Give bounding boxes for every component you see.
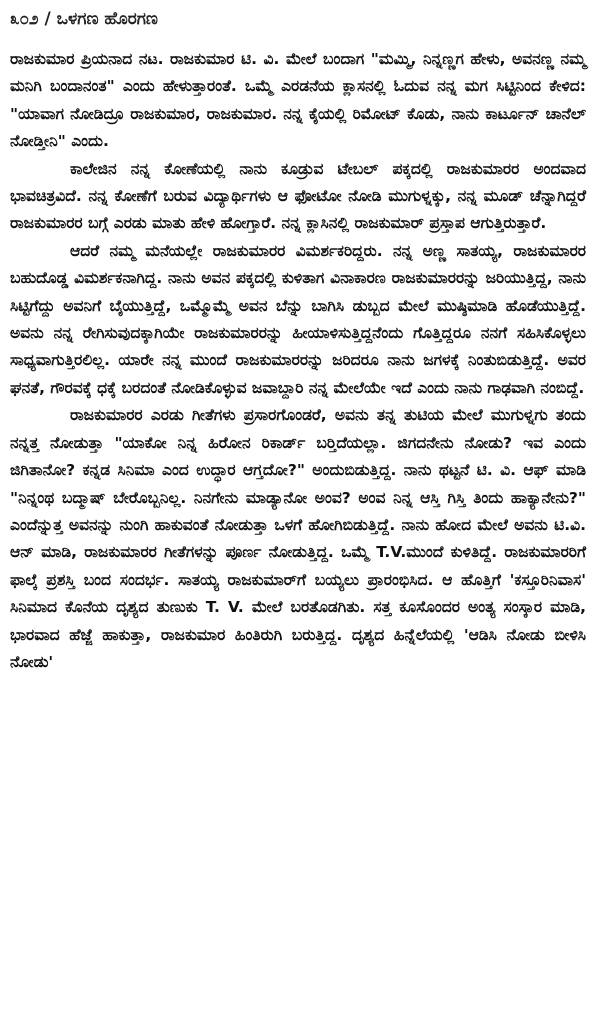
running-header: ೩೦೨ / ಒಳಗಣ ಹೊರಗಣ [10,9,158,29]
paragraph-1: ರಾಜಕುಮಾರ ಪ್ರಿಯನಾದ ನಟ. ರಾಜಕುಮಾರ ಟಿ. ವಿ. ಮೇಲೆ ಬಂದಾಗ "ಮಮ್ಮಿ, ನಿನ್ನಣ್ಣಗ ಹೇಳು, ಅವನಣ್ಣ ನಮ್ಮ ಮನಿಗಿ ಬಂದಾನಂತ" ಎಂದು ಹೇಳುತ್ತಾರಂತೆ. ಒಮ್ಮೆ ಎರಡನೆಯ ಕ್ಲಾಸನಲ್ಲಿ ಓದುವ ನನ್ನ ಮಗ ಸಿಟ್ಟಿನಿಂದ ಕೇಳಿದ: "ಯಾವಾಗ ನೋಡಿದ್ರೂ ರಾಜಕುಮಾರ, ರಾಜಕುಮಾರ. ನನ್ನ ಕೈಯಲ್ಲಿ ರಿಮೋಟ್ ಕೊಡು, ನಾನು ಕಾರ್ಟೂನ್ ಚಾನೆಲ್ ನೋಡ್ತೀನಿ" ಎಂದು. [10,50,586,151]
paragraph-3: ಆದರೆ ನಮ್ಮ ಮನೆಯಲ್ಲೇ ರಾಜಕುಮಾರರ ವಿಮರ್ಶಕರಿದ್ದರು. ನನ್ನ ಅಣ್ಣ ಸಾತಯ್ಯ, ರಾಜಕುಮಾರರ ಬಹುದೊಡ್ಡ ವಿಮರ್ಶಕನಾಗಿದ್ದ. ನಾನು ಅವನ ಪಕ್ಕದಲ್ಲಿ ಕುಳಿತಾಗ ವಿನಾಕಾರಣ ರಾಜಕುಮಾರರನ್ನು ಜರಿಯುತ್ತಿದ್ದ, ನಾನು ಸಿಟ್ಟಿಗೆದ್ದು ಅವನಿಗೆ ಬೈಯುತ್ತಿದ್ದೆ, ಒಮ್ಮೊಮ್ಮೆ ಅವನ ಬೆನ್ನು ಬಾಗಿಸಿ ಡುಬ್ಬದ ಮೇಲೆ ಮುಷ್ಠಿಮಾಡಿ ಹೊಡೆಯುತ್ತಿದ್ದೆ. ಅವನು ನನ್ನ ರೇಗಿಸುವುದಕ್ಕಾಗಿಯೇ ರಾಜಕುಮಾರರನ್ನು ಹೀಯಾಳಿಸುತ್ತಿದ್ದನೆಂದು ಗೊತ್ತಿದ್ದರೂ ನನಗೆ ಸಹಿಸಿಕೊಳ್ಳಲು ಸಾಧ್ಯವಾಗುತ್ತಿರಲಿಲ್ಲ. ಯಾರೇ ನನ್ನ ಮುಂದೆ ರಾಜಕುಮಾರರನ್ನು ಜರಿದರೂ ನಾನು ಜಗಳಕ್ಕೆ ನಿಂತುಬಿಡುತ್ತಿದ್ದೆ. ಅವರ ಘನತೆ, ಗೌರವಕ್ಕೆ ಧಕ್ಕೆ ಬರದಂತೆ ನೋಡಿಕೊಳ್ಳುವ ಜವಾಬ್ದಾರಿ ನನ್ನ ಮೇಲೆಯೇ ಇದೆ ಎಂದು ನಾನು ಗಾಢವಾಗಿ ನಂಬಿದ್ದೆ. [10,241,586,397]
paragraph-4: ರಾಜಕುಮಾರರ ಎರಡು ಗೀತೆಗಳು ಪ್ರಸಾರಗೊಂಡರೆ, ಅವನು ತನ್ನ ತುಟಿಯ ಮೇಲೆ ಮುಗುಳ್ನಗು ತಂದು ನನ್ನತ್ತ ನೋಡುತ್ತಾ "ಯಾಕೋ ನಿನ್ನ ಹಿರೋನ ರಿಕಾರ್ಡ್ ಬರ್‍ತಿದೆಯಲ್ಲಾ. ಜಿಗದನೇನು ನೋಡು? ಇವ ಎಂದು ಜಿಗಿತಾನೋ? ಕನ್ನಡ ಸಿನಿಮಾ ಎಂದ ಉದ್ಧಾರ ಆಗ್ತದೋ?" ಅಂದುಬಿಡುತ್ತಿದ್ದ. ನಾನು ಥಟ್ಟನೆ ಟಿ. ವಿ. ಆಫ್ ಮಾಡಿ "ನಿನ್ನಂಥ ಬದ್ಮಾಷ್ ಬೇರೊಬ್ಬನಿಲ್ಲ. ನಿನಗೇನು ಮಾಡ್ಯಾನೋ ಅಂವ? ಅಂವ ನಿನ್ನ ಆಸ್ತಿ ಗಿಸ್ತಿ ತಿಂದು ಹಾಕ್ಯಾನೇನು?" ಎಂದೆನ್ನುತ್ತ ಅವನನ್ನು ನುಂಗಿ ಹಾಕುವಂತೆ ನೋಡುತ್ತಾ ಒಳಗೆ ಹೋಗಿಬಿಡುತ್ತಿದ್ದೆ. ನಾನು ಹೋದ ಮೇಲೆ ಅವನು ಟಿ.ವಿ. ಆನ್ ಮಾಡಿ, ರಾಜಕುಮಾರರ ಗೀತೆಗಳನ್ನು ಪೂರ್ಣ ನೋಡುತ್ತಿದ್ದ. ಒಮ್ಮೆ T.V.ಮುಂದೆ ಕುಳಿತಿದ್ದೆ. ರಾಜಕುಮಾರರಿಗೆ ಫಾಲ್ಕೆ ಪ್ರಶಸ್ತಿ ಬಂದ ಸಂದರ್ಭ. ಸಾತಯ್ಯ ರಾಜಕುಮಾರ್‌ಗೆ ಬಯ್ಯಲು ಪ್ರಾರಂಭಿಸಿದ. ಆ ಹೊತ್ತಿಗೆ 'ಕಸ್ತೂರಿನಿವಾಸ' ಸಿನಿಮಾದ ಕೊನೆಯ ದೃಶ್ಯದ ತುಣುಕು T. V. ಮೇಲೆ ಬರತೊಡಗಿತು. ಸತ್ತ ಕೂಸೊಂದರ ಅಂತ್ಯ ಸಂಸ್ಕಾರ ಮಾಡಿ, ಭಾರವಾದ ಹೆಜ್ಜೆ ಹಾಕುತ್ತಾ, ರಾಜಕುಮಾರ ಹಿಂತಿರುಗಿ ಬರುತ್ತಿದ್ದ. ದೃಶ್ಯದ ಹಿನ್ನೆಲೆಯಲ್ಲಿ 'ಆಡಿಸಿ ನೋಡು ಬೀಳಿಸಿ ನೋಡು' [10,406,586,671]
paragraph-2: ಕಾಲೇಜಿನ ನನ್ನ ಕೋಣೆಯಲ್ಲಿ ನಾನು ಕೂಡ್ರುವ ಟೇಬಲ್ ಪಕ್ಕದಲ್ಲಿ ರಾಜಕುಮಾರರ ಅಂದವಾದ ಭಾವಚಿತ್ರವಿದೆ. ನನ್ನ ಕೋಣೆಗೆ ಬರುವ ವಿದ್ಯಾರ್ಥಿಗಳು ಆ ಫೋಟೋ ನೋಡಿ ಮುಗುಳ್ನಕ್ಕು, ನನ್ನ ಮೂಡ್ ಚೆನ್ನಾಗಿದ್ದರೆ ರಾಜಕುಮಾರರ ಬಗ್ಗೆ ಎರಡು ಮಾತು ಹೇಳಿ ಹೋಗ್ತಾರೆ. ನನ್ನ ಕ್ಲಾಸಿನಲ್ಲಿ ರಾಜಕುಮಾರ್ ಪ್ರಸ್ತಾಪ ಆಗುತ್ತಿರುತ್ತಾರೆ. [10,159,586,233]
